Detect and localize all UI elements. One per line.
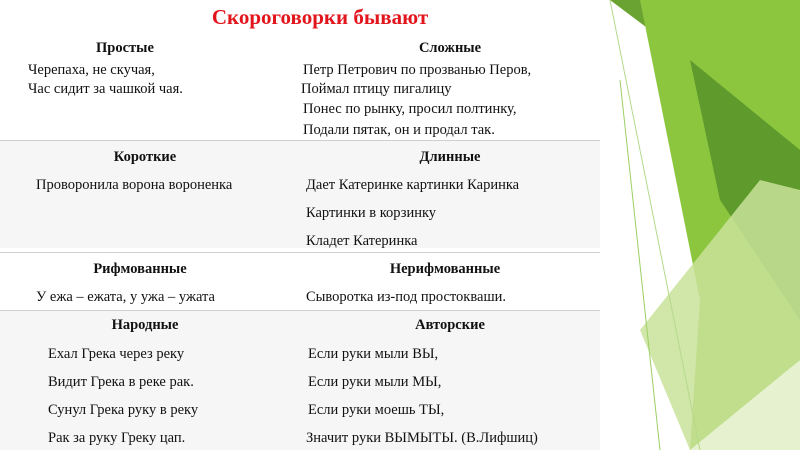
text-line: Дает Катеринке картинки Каринка (306, 177, 520, 193)
section-header-left: Рифмованные (93, 261, 187, 277)
section-header-left: Народные (111, 317, 179, 333)
divider (0, 140, 600, 141)
green-thin-line-2 (620, 80, 660, 450)
section-header-left: Короткие (113, 149, 177, 165)
text-line: Если руки мыли ВЫ, (308, 346, 439, 362)
section-header-right: Нерифмованные (389, 261, 501, 277)
text-line: Поймал птицу пигалицу (301, 81, 452, 97)
section-header-right: Сложные (418, 40, 482, 56)
text-line: Видит Грека в реке рак. (48, 374, 194, 390)
text-line: Подали пятак, он и продал так. (303, 122, 495, 138)
section-header-right: Авторские (415, 317, 485, 333)
text-line: Понес по рынку, просил полтинку, (303, 101, 517, 117)
text-line: Рак за руку Греку цап. (48, 430, 186, 446)
text-line: Ехал Грека через реку (48, 346, 185, 362)
text-line: Сунул Грека руку в реку (48, 402, 199, 418)
divider (0, 252, 600, 253)
text-line: Петр Петрович по прозванью Перов, (303, 62, 532, 78)
text-line: Если руки моешь ТЫ, (308, 402, 445, 418)
text-line: Кладет Катеринка (306, 233, 418, 249)
text-line: Сыворотка из-под простокваши. (306, 289, 506, 305)
text-line: У ежа – ежата, у ужа – ужата (36, 289, 215, 305)
text-line: Черепаха, не скучая, (28, 62, 155, 78)
text-line: Если руки мыли МЫ, (308, 374, 442, 390)
text-line: Картинки в корзинку (306, 205, 437, 221)
text-line: Проворонила ворона вороненка (36, 177, 233, 193)
section-header-left: Простые (96, 40, 154, 56)
text-line: Час сидит за чашкой чая. (28, 81, 183, 97)
slide-title: Скороговорки бывают (211, 5, 429, 29)
section-header-right: Длинные (419, 149, 481, 165)
divider (0, 310, 600, 311)
text-line: Значит руки ВЫМЫТЫ. (В.Лифшиц) (306, 430, 538, 446)
